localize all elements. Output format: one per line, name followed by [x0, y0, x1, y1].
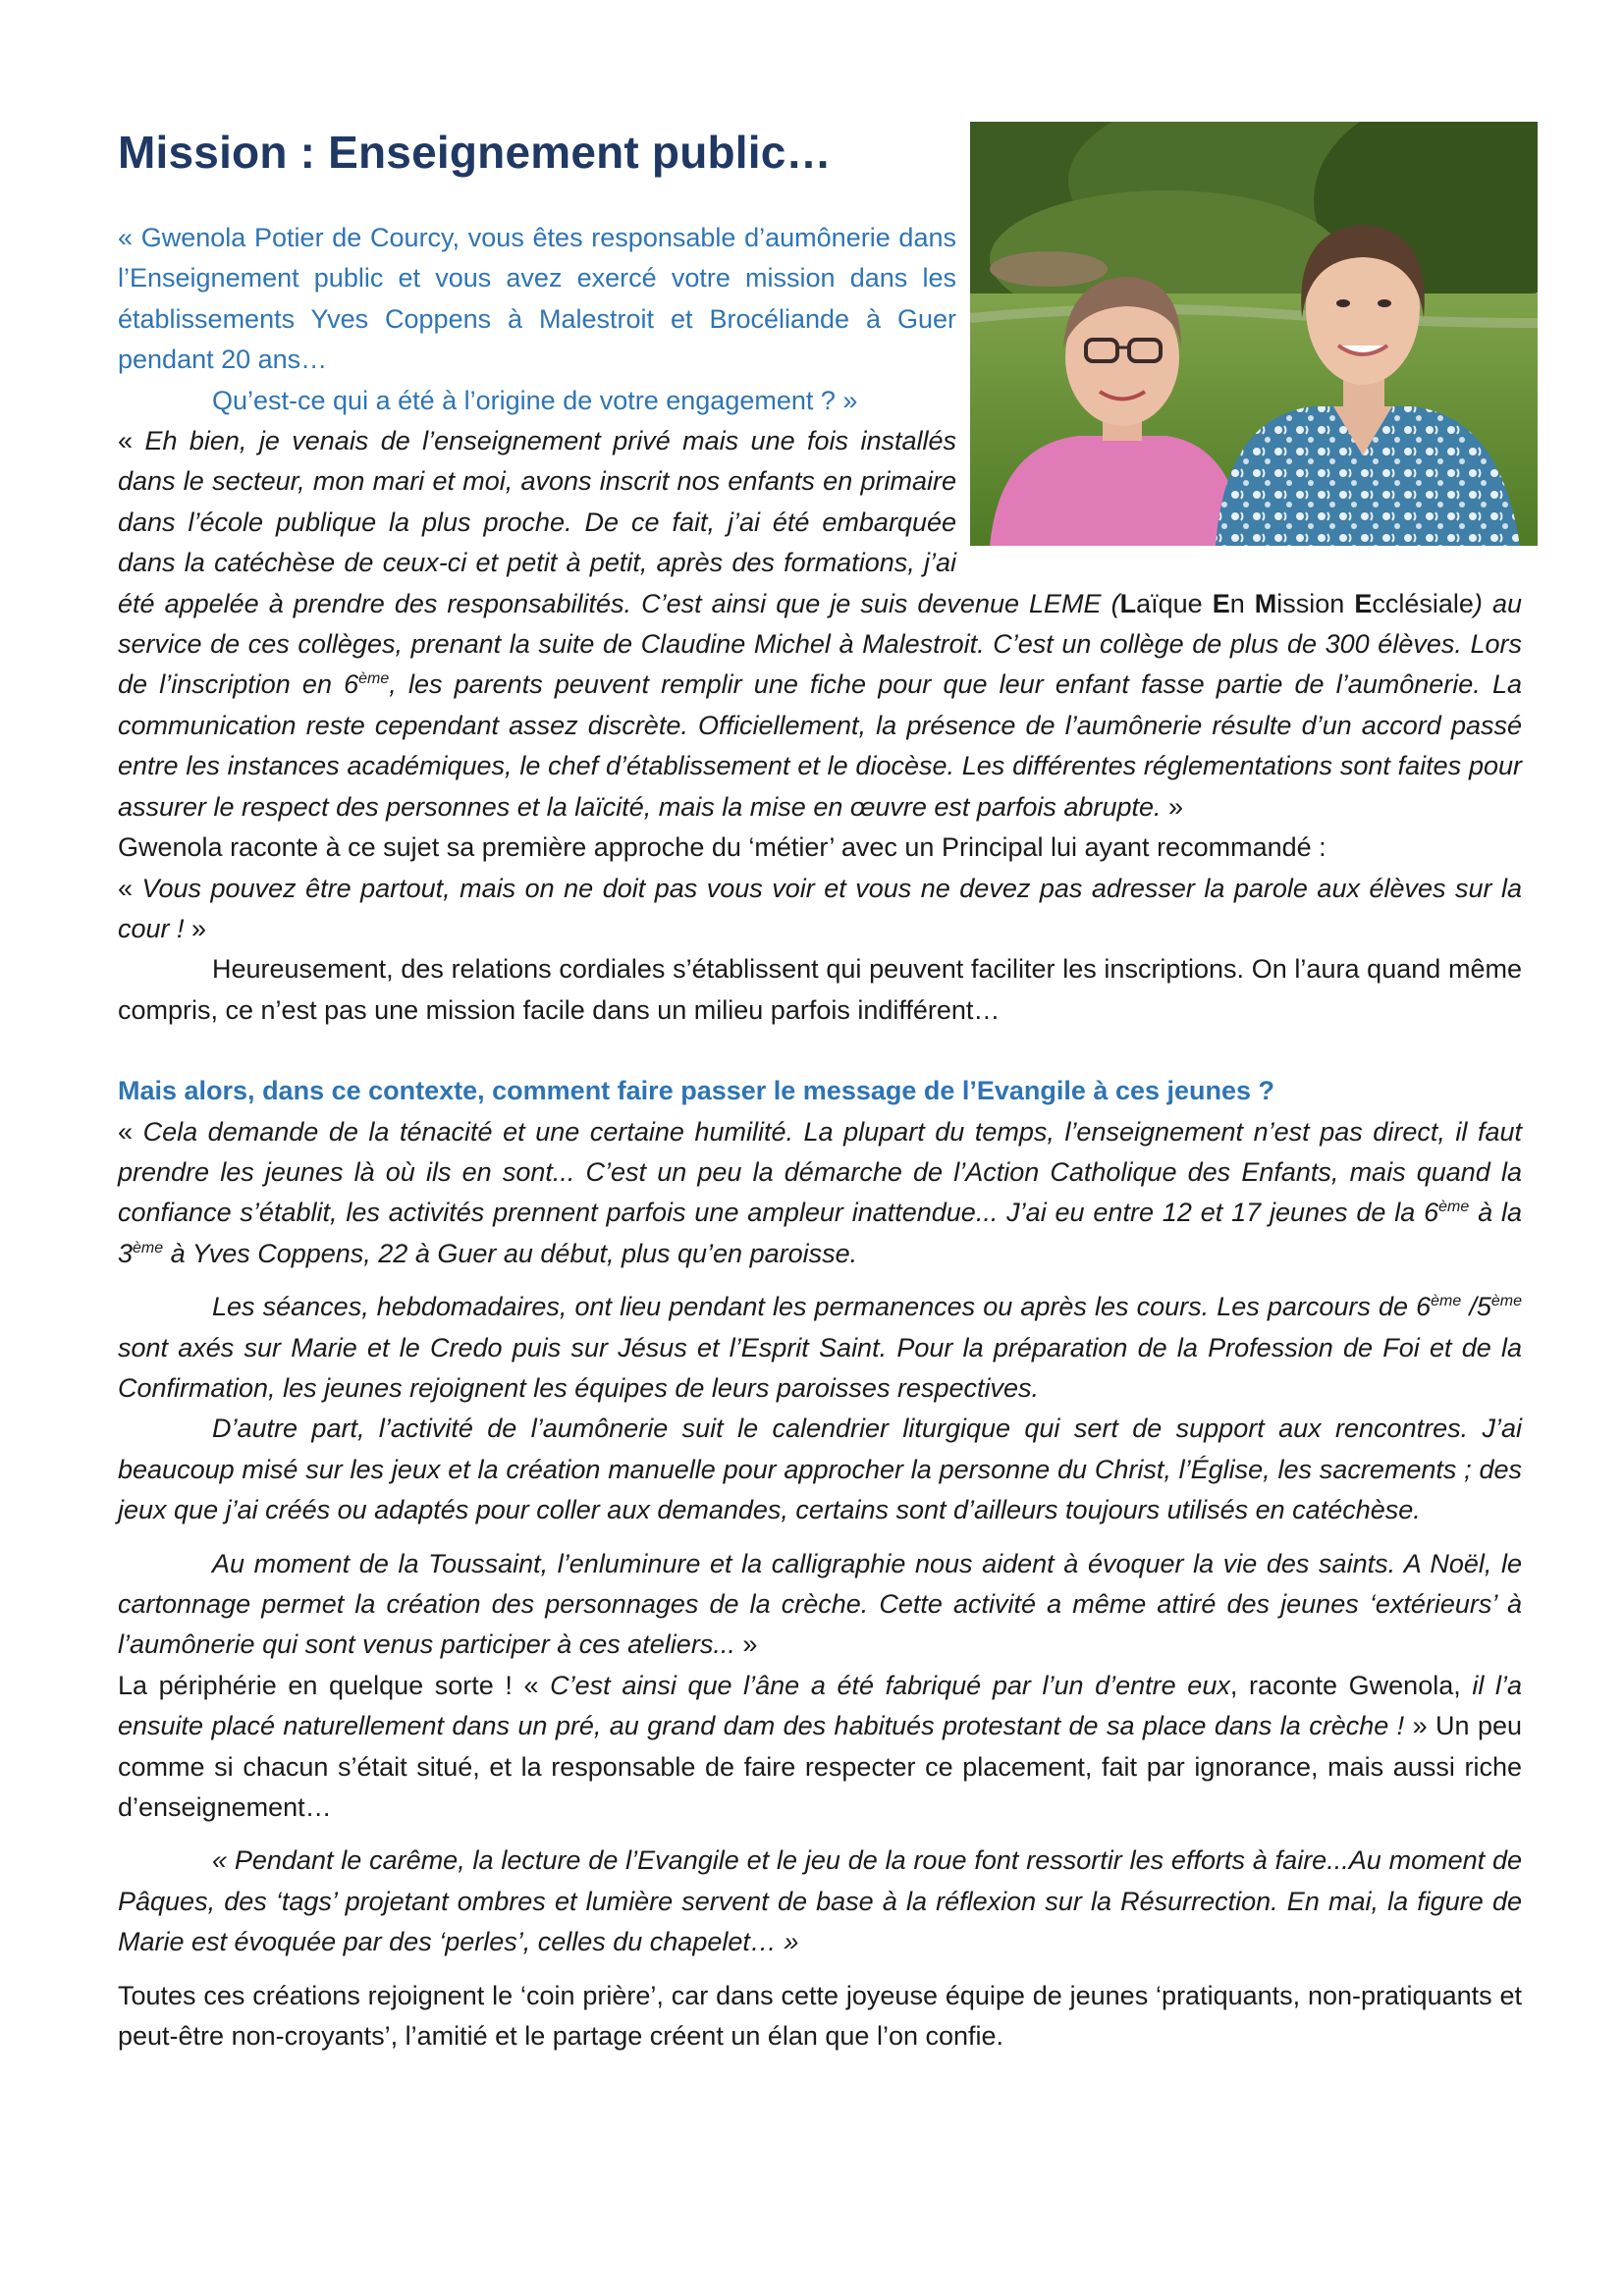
section-heading: Mais alors, dans ce contexte, comment faire passer le message de l’Evangile à ces jeunes ?	[118, 1076, 1275, 1106]
paragraph-principal: Gwenola raconte à ce sujet sa première approche du ‘métier’ avec un Principal lui ayant recommandé :	[118, 832, 1326, 863]
paragraph-careme: « Pendant le carême, la lecture de l’Evangile et le jeu de la roue font ressortir les efforts à faire...Au moment de Pâques, des ‘tags’ projetant ombres et lumière servent de base à la réflexion sur la Résurrection. En mai, la figure de Marie est évoquée par des ‘perles’, celles du chapelet… »	[118, 1845, 1522, 1957]
paragraph-text: Les séances, hebdomadaires, ont lieu pendant les permanences ou après les cours. Les parcours de 6	[212, 1292, 1432, 1322]
paragraph-ane	[118, 1666, 1522, 1829]
paragraph-text: /5	[1461, 1292, 1491, 1322]
paragraph-toussaint	[118, 1544, 1522, 1666]
answer-text: à Yves Coppens, 22 à Guer au début, plus qu’en paroisse.	[163, 1238, 858, 1268]
photo-container	[956, 122, 1538, 546]
paragraph-text: sont axés sur Marie et le Credo puis sur Jésus et l’Esprit Saint. Pour la préparation de la Profession de Foi et de la Confirmation, les jeunes rejoignent les équipes de leurs paroisses respectives.	[118, 1332, 1522, 1403]
superscript: ème	[1490, 1293, 1522, 1310]
article	[118, 0, 1522, 2056]
answer-paragraph-2	[118, 1112, 1522, 1275]
answer-text: Eh bien, je venais de l’enseignement privé mais une fois installés dans le secteur, mon mari et moi, avons inscrit nos enfants en primaire dans l’école publique la plus proche. De ce fait, j’ai été embarquée dans la catéchèse de ceux-ci et petit à petit, après des formations, j’ai été appelée à prendre des responsabilités. C’est ainsi que je suis devenue LEME (	[118, 426, 1120, 618]
superscript: ème	[1438, 1199, 1470, 1216]
quote-text: C’est ainsi que l’âne a été fabriqué par l’un d’entre eux	[550, 1670, 1230, 1700]
paragraph-calendrier: D’autre part, l’activité de l’aumônerie suit le calendrier liturgique qui sert de support aux rencontres. J’ai beaucoup misé sur les jeux et la création manuelle pour approcher la personne du Christ, l’Église, les sacrements ; des jeux que j’ai créés ou adaptés pour coller aux demandes, certains sont d’ailleurs toujours utilisés en catéchèse.	[118, 1414, 1522, 1525]
photo-illustration	[970, 122, 1538, 546]
acronym-letter: L	[1119, 588, 1137, 618]
acronym-rest: n	[1229, 588, 1255, 618]
paragraph-relations: Heureusement, des relations cordiales s’établissent qui peuvent faciliter les inscriptions. On l’aura quand même compris, ce n’est pas une mission facile dans un milieu parfois indifférent…	[118, 954, 1522, 1025]
acronym-rest: aïque	[1136, 588, 1213, 618]
paragraph-text: , raconte Gwenola,	[1229, 1670, 1473, 1700]
paragraph-seances	[118, 1287, 1522, 1409]
superscript: ème	[358, 670, 390, 688]
intro-question-text: « Gwenola Potier de Courcy, vous êtes responsable d’aumônerie dans l’Enseignement public et vous avez exercé votre mission dans les établissements Yves Coppens à Malestroit et Brocéliande à Guer pendant 20 ans…	[118, 223, 956, 375]
answer-text: à la 3	[118, 1198, 1522, 1268]
paragraph-final: Toutes ces créations rejoignent le ‘coin prière’, car dans cette joyeuse équipe de jeunes ‘pratiquants, non-pratiquants et peut-être non-croyants’, l’amitié et le partage créent un élan que l’on confie.	[118, 1980, 1522, 2052]
paragraph-text: » Un peu comme si chacun s’était situé, et la responsable de faire respecter ce placement, fait par ignorance, mais aussi riche d’enseignement…	[118, 1711, 1522, 1823]
answer-text: Cela demande de la ténacité et une certaine humilité. La plupart du temps, l’enseignement n’est pas direct, il faut prendre les jeunes là où ils en sont... C’est un peu la démarche de l’Action Catholique des Enfants, mais quand la confiance s’établit, les activités prennent parfois une ampleur inattendue... J’ai eu entre 12 et 17 jeunes de la 6	[118, 1116, 1522, 1228]
quote-open: «	[118, 1116, 143, 1147]
intro-question-origin: Qu’est-ce qui a été à l’origine de votre engagement ? »	[212, 385, 858, 415]
portrait-photo-icon	[970, 122, 1538, 546]
quote-close: »	[1161, 791, 1184, 822]
acronym-letter: M	[1254, 588, 1277, 618]
paragraph-text: Au moment de la Toussaint, l’enluminure et la calligraphie nous aident à évoquer la vie des saints. A Noël, le cartonnage permet la création des personnages de la crèche. Cette activité a même attiré des jeunes ‘extérieurs’ à l’aumônerie qui sont venus participer à ces ateliers...	[118, 1548, 1522, 1660]
superscript: ème	[133, 1239, 164, 1256]
quote-close: »	[184, 913, 207, 943]
answer-text: ) au service de ces collèges, prenant la suite de Claudine Michel à Malestroit. C’est un collège de plus de 300 élèves. Lors de l’inscription en 6	[118, 588, 1522, 700]
quote-open: «	[118, 873, 142, 903]
quote-principal	[118, 869, 1522, 950]
page-title: Mission : Enseignement public…	[118, 127, 832, 178]
paragraph-text: La périphérie en quelque sorte ! «	[118, 1670, 551, 1700]
quote-close: »	[734, 1629, 758, 1660]
answer-text: , les parents peuvent remplir une fiche pour que leur enfant fasse partie de l’aumônerie. La communication reste cependant assez discrète. Officiellement, la présence de l’aumônerie résulte d’un accord passé entre les instances académiques, le chef d’établissement et le diocèse. Les différentes réglementations sont faites pour assurer le respect des personnes et la laïcité, mais la mise en œuvre est parfois abrupte.	[118, 669, 1522, 822]
acronym-letter: E	[1354, 588, 1373, 618]
quote-text: il l’a ensuite placé naturellement dans un pré, au grand dam des habitués protestant de sa place dans la crèche !	[118, 1670, 1522, 1741]
acronym-letter: E	[1212, 588, 1230, 618]
acronym-rest: cclésiale	[1372, 588, 1474, 618]
quote-text: Vous pouvez être partout, mais on ne doit pas vous voir et vous ne devez pas adresser la parole aux élèves sur la cour !	[118, 873, 1522, 943]
quote-open: «	[118, 426, 145, 456]
acronym-rest: ission	[1276, 588, 1355, 618]
superscript: ème	[1431, 1293, 1462, 1310]
